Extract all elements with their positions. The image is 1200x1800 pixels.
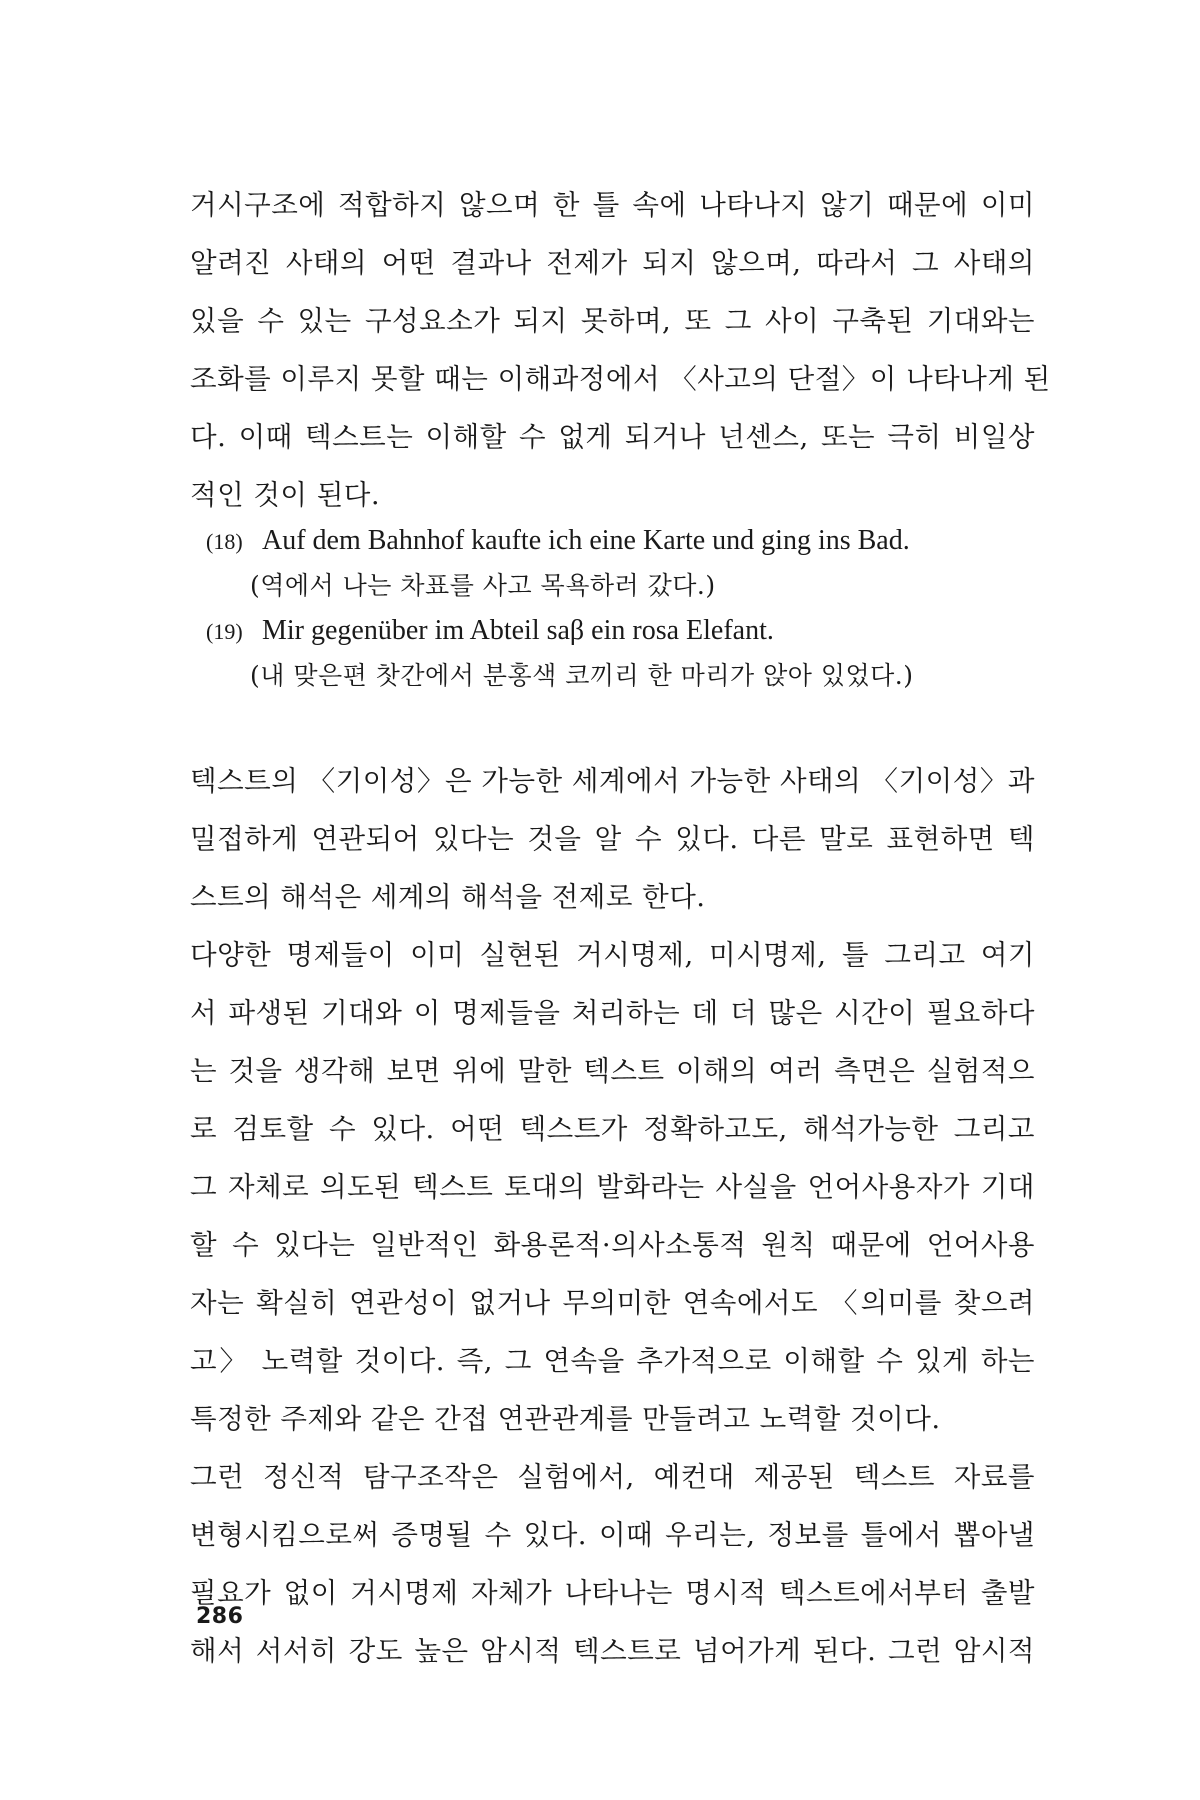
example-19	[206, 608, 1036, 698]
text-line: 특정한 주제와 같은 간접 연관관계를 만들려고 노력할 것이다.	[190, 1403, 941, 1435]
text-line: 밀접하게 연관되어 있다는 것을 알 수 있다. 다른 말로 표현하면 텍	[190, 823, 1035, 855]
example-korean-line	[206, 563, 1036, 608]
example-number: (19)	[206, 619, 243, 644]
example-korean: (역에서 나는 차표를 사고 목욕하러 갔다.)	[250, 571, 716, 600]
text-line: 할 수 있다는 일반적인 화용론적·의사소통적 원칙 때문에 언어사용	[190, 1229, 1035, 1261]
text-line: 는 것을 생각해 보면 위에 말한 텍스트 이해의 여러 측면은 실험적으	[190, 1055, 1035, 1087]
text-line: 서 파생된 기대와 이 명제들을 처리하는 데 더 많은 시간이 필요하다	[190, 997, 1035, 1029]
example-german: Mir gegenüber im Abteil saβ ein rosa Elefant.	[262, 615, 774, 646]
text-line: 조화를 이루지 못할 때는 이해과정에서 〈사고의 단절〉이 나타나게 된	[190, 363, 1051, 395]
example-number: (18)	[206, 529, 243, 554]
text-line: 변형시킴으로써 증명될 수 있다. 이때 우리는, 정보를 틀에서 뽑아낼	[190, 1519, 1035, 1551]
example-korean-line	[206, 653, 1036, 698]
text-line: 로 검토할 수 있다. 어떤 텍스트가 정확하고도, 해석가능한 그리고	[190, 1113, 1035, 1145]
text-line: 해서 서서히 강도 높은 암시적 텍스트로 넘어가게 된다. 그런 암시적	[190, 1635, 1035, 1667]
text-line: 텍스트의 〈기이성〉은 가능한 세계에서 가능한 사태의 〈기이성〉과	[190, 765, 1035, 797]
text-line: 고〉 노력할 것이다. 즉, 그 연속을 추가적으로 이해할 수 있게 하는	[190, 1345, 1035, 1377]
text-line: 적인 것이 된다.	[190, 479, 381, 511]
text-line: 다양한 명제들이 이미 실현된 거시명제, 미시명제, 틀 그리고 여기	[190, 939, 1035, 971]
text-line: 자는 확실히 연관성이 없거나 무의미한 연속에서도 〈의미를 찾으려	[190, 1287, 1035, 1319]
text-line: 필요가 없이 거시명제 자체가 나타나는 명시적 텍스트에서부터 출발	[190, 1577, 1035, 1609]
text-line: 다. 이때 텍스트는 이해할 수 없게 되거나 넌센스, 또는 극히 비일상	[190, 421, 1035, 453]
text-line: 거시구조에 적합하지 않으며 한 틀 속에 나타나지 않기 때문에 이미	[190, 189, 1035, 221]
paragraph-2	[190, 752, 1035, 1680]
example-korean: (내 맞은편 찻간에서 분홍색 코끼리 한 마리가 앉아 있었다.)	[250, 661, 914, 690]
example-german-line	[206, 608, 1036, 653]
text-line: 그 자체로 의도된 텍스트 토대의 발화라는 사실을 언어사용자가 기대	[190, 1171, 1035, 1203]
page-number: 286	[196, 1604, 244, 1629]
example-german-line	[206, 518, 1036, 563]
text-line: 스트의 해석은 세계의 해석을 전제로 한다.	[190, 881, 706, 913]
example-german: Auf dem Bahnhof kaufte ich eine Karte und ging ins Bad.	[262, 525, 910, 556]
paragraph-1	[190, 176, 1051, 524]
text-line: 있을 수 있는 구성요소가 되지 못하며, 또 그 사이 구축된 기대와는	[190, 305, 1035, 337]
example-sentences	[206, 518, 1036, 698]
example-18	[206, 518, 1036, 608]
text-line: 알려진 사태의 어떤 결과나 전제가 되지 않으며, 따라서 그 사태의	[190, 247, 1035, 279]
text-line: 그런 정신적 탐구조작은 실험에서, 예컨대 제공된 텍스트 자료를	[190, 1461, 1035, 1493]
